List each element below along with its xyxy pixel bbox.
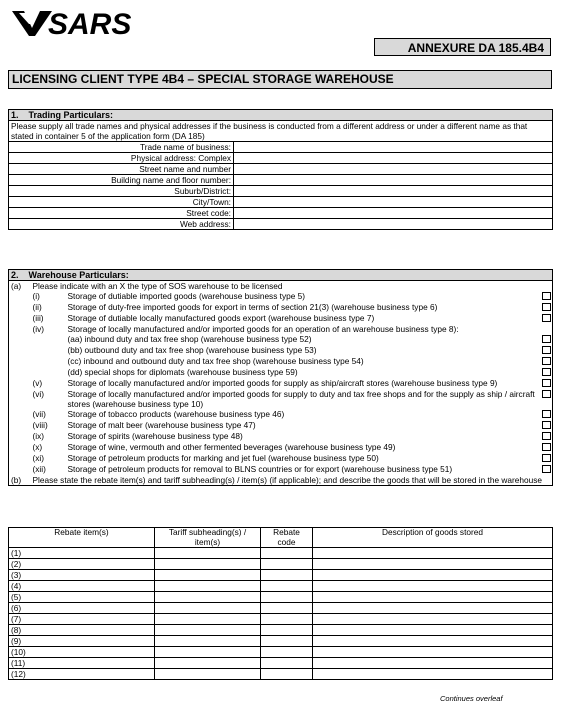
annexure-label: ANNEXURE DA 185.4B4 <box>374 38 551 56</box>
warehouse-type-number: (x) <box>32 442 43 452</box>
warehouse-type-checkbox[interactable] <box>542 379 551 387</box>
warehouse-type-checkbox[interactable] <box>542 454 551 462</box>
warehouse-type-row <box>9 453 553 464</box>
warehouse-type-text: Storage of petroleum products for marking and jet fuel (warehouse business type 50) <box>67 453 379 463</box>
rebate-row-number[interactable]: (10) <box>9 647 155 658</box>
warehouse-type-checkbox[interactable] <box>542 421 551 429</box>
warehouse-type-number: (vi) <box>32 389 45 399</box>
rebate-cell-input[interactable] <box>261 647 313 658</box>
rebate-cell-input[interactable] <box>313 669 553 680</box>
warehouse-type-checkbox[interactable] <box>542 335 551 343</box>
rebate-row <box>9 592 553 603</box>
warehouse-type-checkbox[interactable] <box>542 368 551 376</box>
trading-field-row <box>9 153 553 164</box>
rebate-row <box>9 669 553 680</box>
warehouse-type-text: Storage of spirits (warehouse business type 48) <box>67 431 243 441</box>
rebate-row <box>9 614 553 625</box>
warehouse-type-text: Storage of petroleum products for removal to BLNS countries or for export (warehouse business type 51) <box>67 464 453 474</box>
warehouse-type-text: (aa) inbound duty and tax free shop (warehouse business type 52) <box>67 334 312 344</box>
item-a-text: Please indicate with an X the type of SOS warehouse to be licensed <box>31 281 553 292</box>
trading-field-input[interactable] <box>234 142 553 153</box>
warehouse-type-text: (bb) outbound duty and tax free shop (warehouse business type 53) <box>67 345 317 355</box>
rebate-cell-input[interactable] <box>313 592 553 603</box>
rebate-cell-input[interactable] <box>261 625 313 636</box>
logo-text: SARS <box>48 8 132 38</box>
sars-logo <box>10 8 145 38</box>
item-b-label: (b) <box>9 475 31 486</box>
checkbox-cell <box>540 291 553 302</box>
checkbox-cell <box>540 442 553 453</box>
warehouse-type-number: (v) <box>32 378 43 388</box>
warehouse-type-number <box>31 356 66 367</box>
row-indent <box>9 453 31 464</box>
checkbox-cell <box>540 356 553 367</box>
warehouse-type-row <box>9 291 553 302</box>
rebate-row-number[interactable]: (4) <box>9 581 155 592</box>
warehouse-type-number: (xi) <box>32 453 45 463</box>
rebate-cell-input[interactable] <box>155 603 261 614</box>
trading-field-label: Street code: <box>9 208 234 219</box>
rebate-header-rebate-items: Rebate item(s) <box>9 528 155 548</box>
row-indent <box>9 420 31 431</box>
trading-field-input[interactable] <box>234 219 553 230</box>
checkbox-cell <box>540 334 553 345</box>
warehouse-type-text: (cc) inbound and outbound duty and tax free shop (warehouse business type 54) <box>67 356 364 366</box>
warehouse-type-text: Storage of locally manufactured and/or imported goods for supply to duty and tax free shops and for the supply as ship / aircraft stores (warehouse business type 10) <box>67 389 535 409</box>
checkbox-cell <box>540 324 553 334</box>
trading-field-input[interactable] <box>234 164 553 175</box>
rebate-row-number[interactable]: (9) <box>9 636 155 647</box>
warehouse-type-text: Storage of locally manufactured and/or imported goods for supply as ship/aircraft stores (warehouse business type 9) <box>67 378 498 388</box>
rebate-cell-input[interactable] <box>313 658 553 669</box>
warehouse-type-row <box>9 464 553 475</box>
trading-field-input[interactable] <box>234 153 553 164</box>
row-indent <box>9 313 31 324</box>
warehouse-type-text: Storage of tobacco products (warehouse business type 46) <box>67 409 285 419</box>
rebate-row <box>9 570 553 581</box>
rebate-cell-input[interactable] <box>155 592 261 603</box>
warehouse-type-checkbox[interactable] <box>542 303 551 311</box>
rebate-row <box>9 559 553 570</box>
row-indent <box>9 409 31 420</box>
checkbox-cell <box>540 464 553 475</box>
trading-particulars-table <box>8 109 553 230</box>
section1-instruction: Please supply all trade names and physical addresses if the business is conducted from a different address or under a different name as that stated in container 5 of the application form (DA 185) <box>9 121 553 142</box>
rebate-row-number[interactable]: (6) <box>9 603 155 614</box>
licensing-title: LICENSING CLIENT TYPE 4B4 – SPECIAL STORAGE WAREHOUSE <box>8 70 552 89</box>
warehouse-type-text: (dd) special shops for diplomats (warehouse business type 59) <box>67 367 298 377</box>
rebate-row <box>9 603 553 614</box>
trading-field-row <box>9 142 553 153</box>
rebate-cell-input[interactable] <box>261 548 313 559</box>
trading-field-label: City/Town: <box>9 197 234 208</box>
warehouse-type-row <box>9 442 553 453</box>
rebate-row <box>9 647 553 658</box>
row-indent <box>9 291 31 302</box>
section2-header: 2. Warehouse Particulars: <box>9 270 553 281</box>
warehouse-type-number: (viii) <box>32 420 48 430</box>
trading-field-input[interactable] <box>234 186 553 197</box>
trading-field-label: Street name and number <box>9 164 234 175</box>
warehouse-type-row <box>9 431 553 442</box>
warehouse-type-row <box>9 378 553 389</box>
rebate-cell-input[interactable] <box>155 636 261 647</box>
warehouse-type-number: (iv) <box>32 324 45 334</box>
rebate-cell-input[interactable] <box>261 614 313 625</box>
row-indent <box>9 367 31 378</box>
rebate-cell-input[interactable] <box>261 592 313 603</box>
row-indent <box>9 345 31 356</box>
warehouse-type-checkbox[interactable] <box>542 465 551 473</box>
rebate-cell-input[interactable] <box>313 625 553 636</box>
warehouse-type-number <box>31 334 66 345</box>
row-indent <box>9 378 31 389</box>
rebate-cell-input[interactable] <box>261 559 313 570</box>
continues-overleaf: Continues overleaf <box>440 694 503 703</box>
rebate-cell-input[interactable] <box>313 603 553 614</box>
rebate-cell-input[interactable] <box>155 625 261 636</box>
trading-field-input[interactable] <box>234 197 553 208</box>
rebate-cell-input[interactable] <box>313 614 553 625</box>
section1-header: 1. Trading Particulars: <box>9 110 553 121</box>
rebate-header-description: Description of goods stored <box>313 528 553 548</box>
row-indent <box>9 324 31 334</box>
rebate-row-number[interactable]: (5) <box>9 592 155 603</box>
warehouse-type-text: Storage of locally manufactured and/or imported goods for an operation of an warehouse business type 8): <box>67 324 459 334</box>
trading-field-label: Building name and floor number: <box>9 175 234 186</box>
rebate-cell-input[interactable] <box>155 570 261 581</box>
rebate-row <box>9 658 553 669</box>
rebate-row-number[interactable]: (2) <box>9 559 155 570</box>
warehouse-type-checkbox[interactable] <box>542 357 551 365</box>
item-a-label: (a) <box>9 281 31 292</box>
warehouse-type-checkbox[interactable] <box>542 292 551 300</box>
warehouse-type-number <box>31 367 66 378</box>
row-indent <box>9 334 31 345</box>
warehouse-type-row <box>9 345 553 356</box>
rebate-row-number[interactable]: (7) <box>9 614 155 625</box>
checkbox-cell <box>540 420 553 431</box>
warehouse-type-number: (ii) <box>32 302 42 312</box>
warehouse-type-row <box>9 334 553 345</box>
checkbox-cell <box>540 431 553 442</box>
trading-field-label: Suburb/District: <box>9 186 234 197</box>
checkbox-cell <box>540 345 553 356</box>
warehouse-type-row <box>9 324 553 334</box>
checkbox-cell <box>540 378 553 389</box>
row-indent <box>9 356 31 367</box>
rebate-cell-input[interactable] <box>261 636 313 647</box>
trading-field-row <box>9 186 553 197</box>
warehouse-type-row <box>9 389 553 409</box>
row-indent <box>9 389 31 409</box>
warehouse-type-number <box>31 345 66 356</box>
rebate-cell-input[interactable] <box>155 647 261 658</box>
warehouse-type-number: (xii) <box>32 464 46 474</box>
warehouse-particulars-table <box>8 269 553 486</box>
rebate-row <box>9 636 553 647</box>
rebate-cell-input[interactable] <box>313 548 553 559</box>
item-b-text: Please state the rebate item(s) and tariff subheading(s) / item(s) (if applicable); and describe the goods that will be stored in the warehouse <box>31 475 553 486</box>
rebate-row-number[interactable]: (12) <box>9 669 155 680</box>
rebate-header-code: Rebate code <box>261 528 313 548</box>
rebate-row <box>9 625 553 636</box>
checkbox-cell <box>540 453 553 464</box>
warehouse-type-checkbox[interactable] <box>542 390 551 398</box>
warehouse-type-row <box>9 420 553 431</box>
row-indent <box>9 431 31 442</box>
rebate-cell-input[interactable] <box>261 603 313 614</box>
rebate-row <box>9 548 553 559</box>
rebate-cell-input[interactable] <box>155 581 261 592</box>
rebate-table <box>8 527 553 680</box>
rebate-cell-input[interactable] <box>155 669 261 680</box>
trading-field-label: Web address: <box>9 219 234 230</box>
rebate-cell-input[interactable] <box>155 614 261 625</box>
warehouse-type-row <box>9 367 553 378</box>
rebate-cell-input[interactable] <box>155 658 261 669</box>
warehouse-type-checkbox[interactable] <box>542 443 551 451</box>
warehouse-type-number: (ix) <box>32 431 45 441</box>
row-indent <box>9 442 31 453</box>
rebate-row-number[interactable]: (3) <box>9 570 155 581</box>
row-indent <box>9 464 31 475</box>
warehouse-type-row <box>9 302 553 313</box>
warehouse-type-checkbox[interactable] <box>542 346 551 354</box>
warehouse-type-text: Storage of dutiable locally manufactured goods export (warehouse business type 7) <box>67 313 375 323</box>
warehouse-type-row <box>9 313 553 324</box>
rebate-cell-input[interactable] <box>155 548 261 559</box>
row-indent <box>9 302 31 313</box>
rebate-cell-input[interactable] <box>313 647 553 658</box>
checkbox-cell <box>540 302 553 313</box>
warehouse-type-checkbox[interactable] <box>542 432 551 440</box>
warehouse-type-text: Storage of malt beer (warehouse business type 47) <box>67 420 256 430</box>
checkbox-cell <box>540 389 553 409</box>
rebate-cell-input[interactable] <box>261 658 313 669</box>
warehouse-type-text: Storage of wine, vermouth and other fermented beverages (warehouse business type 49) <box>67 442 396 452</box>
rebate-row-number[interactable]: (1) <box>9 548 155 559</box>
rebate-cell-input[interactable] <box>313 559 553 570</box>
warehouse-type-number: (i) <box>32 291 40 301</box>
rebate-cell-input[interactable] <box>313 570 553 581</box>
rebate-cell-input[interactable] <box>261 570 313 581</box>
warehouse-type-text: Storage of duty-free imported goods for export in terms of section 21(3) (warehouse business type 6) <box>67 302 438 312</box>
checkbox-cell <box>540 313 553 324</box>
warehouse-type-row <box>9 356 553 367</box>
trading-field-row <box>9 197 553 208</box>
rebate-cell-input[interactable] <box>313 636 553 647</box>
checkbox-cell <box>540 409 553 420</box>
rebate-row <box>9 581 553 592</box>
trading-field-row <box>9 219 553 230</box>
warehouse-type-checkbox[interactable] <box>542 314 551 322</box>
warehouse-type-row <box>9 409 553 420</box>
trading-field-row <box>9 164 553 175</box>
warehouse-type-text: Storage of dutiable imported goods (warehouse business type 5) <box>67 291 306 301</box>
rebate-cell-input[interactable] <box>313 581 553 592</box>
warehouse-type-number: (iii) <box>32 313 44 323</box>
trading-field-row <box>9 208 553 219</box>
trading-field-label: Trade name of business: <box>9 142 234 153</box>
trading-field-input[interactable] <box>234 175 553 186</box>
rebate-row-number[interactable]: (8) <box>9 625 155 636</box>
trading-field-input[interactable] <box>234 208 553 219</box>
checkbox-cell <box>540 367 553 378</box>
rebate-cell-input[interactable] <box>261 581 313 592</box>
rebate-header-tariff: Tariff subheading(s) / item(s) <box>155 528 261 548</box>
warehouse-type-number: (vii) <box>32 409 46 419</box>
trading-field-row <box>9 175 553 186</box>
warehouse-type-checkbox[interactable] <box>542 410 551 418</box>
trading-field-label: Physical address: Complex <box>9 153 234 164</box>
rebate-cell-input[interactable] <box>261 669 313 680</box>
rebate-row-number[interactable]: (11) <box>9 658 155 669</box>
rebate-cell-input[interactable] <box>155 559 261 570</box>
